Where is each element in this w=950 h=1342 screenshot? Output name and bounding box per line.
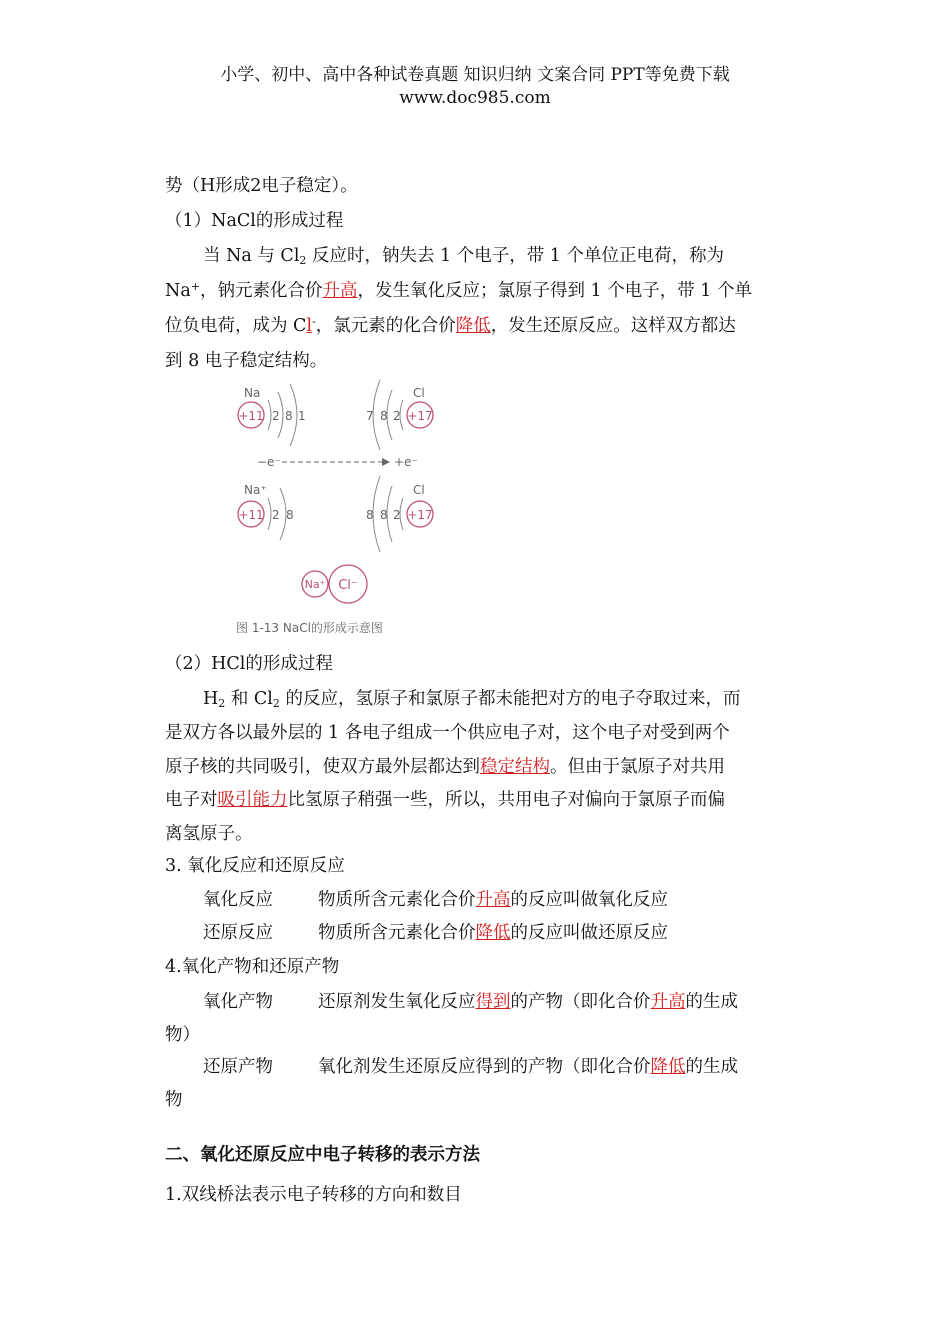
pair-cl-label: Cl⁻ (338, 578, 358, 593)
cl-nucleus-charge: +17 (407, 409, 433, 423)
hcl-line-5: 离氢原子。 (165, 824, 253, 844)
cl-ion-label: Cl (413, 483, 425, 497)
na-ion-shell-1: 2 (272, 508, 280, 522)
na-shell-arc-1 (268, 400, 271, 430)
na-ion-shell-arc-1 (268, 498, 271, 530)
cl-shell-arc-3 (373, 380, 380, 450)
hcl-line-3: 原子核的共同吸引，使双方最外层都达到稳定结构。但由于氯原子对共用 (165, 757, 725, 777)
reduction-product-definition: 还原产物 氧化剂发生还原反应得到的产物（即化合价降低的生成 (203, 1057, 738, 1077)
cl-shell-arc-2 (387, 390, 392, 440)
na-ion-label: Na⁺ (244, 483, 267, 497)
cl-shell-1: 7 (366, 409, 374, 423)
highlight-attraction: 吸引能力 (217, 790, 288, 810)
gain-electron-label: +e⁻ (394, 455, 418, 469)
section-nacl-title: （1）NaCl的形成过程 (165, 211, 344, 231)
hcl-line-4: 电子对吸引能力比氢原子稍强一些，所以，共用电子对偏向于氯原子而偏 (165, 790, 725, 810)
page-header (0, 64, 950, 110)
na-shell-3: 1 (298, 409, 306, 423)
hcl-line-1: $H_2$ 和 $Cl_2$ 的反应，氢原子和氯原子都未能把对方的电子夺取过来，而 (203, 689, 741, 710)
section-4-title: 4.氧化产物和还原产物 (165, 957, 340, 977)
highlight-decrease: 降低 (455, 316, 491, 336)
header-url[interactable]: www.doc985.com (399, 88, 551, 108)
oxidation-product-definition: 氧化产物 还原剂发生氧化反应得到的产物（即化合价升高的生成 (203, 992, 738, 1012)
cl-ion-shell-2: 8 (380, 508, 388, 522)
na-nucleus-charge: +11 (238, 409, 264, 423)
lose-electron-label: −e⁻ (257, 455, 281, 469)
cl-ion-shell-3: 2 (393, 508, 401, 522)
hcl-line-2: 是双方各以最外层的 1 各电子组成一个供应电子对，这个电子对受到两个 (165, 723, 730, 743)
reduction-product-cont: 物 (165, 1090, 183, 1110)
cl-ion-shell-arc-3 (373, 476, 380, 552)
na-label: Na (244, 386, 261, 400)
paragraph-continuation: 势（H形成2电子稳定）。 (165, 176, 358, 196)
nacl-line-1: 当 Na 与 $Cl_2$ 反应时，钠失去 1 个电子，带 1 个单位正电荷，称为 (203, 246, 725, 267)
cl-shell-3: 2 (393, 409, 401, 423)
highlight-increase: 升高 (322, 281, 358, 301)
nacl-line-4: 到 8 电子稳定结构。 (165, 351, 328, 371)
diagram-caption: 图 1-13 NaCl的形成示意图 (236, 621, 383, 635)
na-shell-2: 8 (285, 409, 293, 423)
transfer-arrow-head (382, 458, 390, 466)
cl-label: Cl (413, 386, 425, 400)
section-3-title: 3. 氧化反应和还原反应 (165, 856, 345, 876)
na-ion-shell-2: 8 (286, 508, 294, 522)
nacl-line-2: Na+，钠元素化合价升高，发生氧化反应；氯原子得到 1 个电子，带 1 个单 (165, 280, 752, 301)
oxidation-definition: 氧化反应 物质所含元素化合价升高的反应叫做氧化反应 (203, 890, 668, 910)
subsection-1-title: 1.双线桥法表示电子转移的方向和数目 (165, 1185, 462, 1205)
cl-ion-shell-arc-2 (387, 486, 392, 542)
na-shell-1: 2 (272, 409, 280, 423)
nacl-formation-diagram (232, 380, 442, 642)
highlight-stable-structure: 稳定结构 (480, 757, 550, 777)
reduction-definition: 还原反应 物质所含元素化合价降低的反应叫做还原反应 (203, 923, 668, 943)
section-hcl-title: （2）HCl的形成过程 (165, 654, 333, 674)
header-line1: 小学、初中、高中各种试卷真题 知识归纳 文案合同 PPT等免费下载 (220, 65, 730, 85)
oxidation-product-cont: 物） (165, 1025, 200, 1045)
pair-na-label: Na⁺ (304, 578, 326, 591)
na-ion-nucleus-charge: +11 (238, 508, 264, 522)
nacl-line-3: 位负电荷，成为 Cl-，氯元素的化合价降低，发生还原反应。这样双方都达 (165, 315, 736, 336)
cl-ion-nucleus-charge: +17 (407, 508, 433, 522)
cl-ion-shell-1: 8 (366, 508, 374, 522)
cl-shell-2: 8 (380, 409, 388, 423)
section-2-heading: 二、氧化还原反应中电子转移的表示方法 (165, 1145, 480, 1165)
